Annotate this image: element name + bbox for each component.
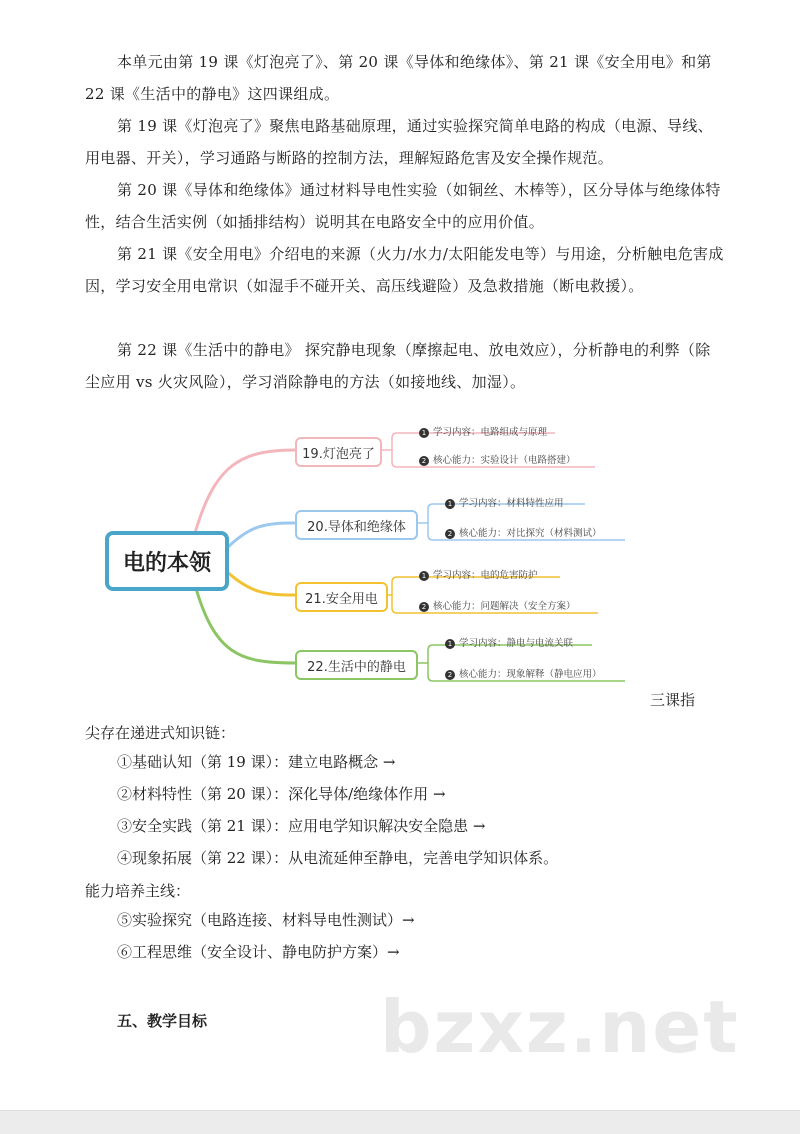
number-2-icon: 2: [445, 670, 455, 680]
section-heading: 五、教学目标: [117, 1012, 208, 1030]
branch-node-22: 22.生活中的静电: [295, 650, 418, 680]
paragraph-lesson-19: 第 19 课《灯泡亮了》聚焦电路基础原理，通过实验探究简单电路的构成（电源、导线、用电器、开关），学习通路与断路的控制方法，理解短路危害及安全操作规范。: [85, 117, 713, 167]
chain-item-1: ①基础认知（第 19 课）：建立电路概念 →: [117, 753, 396, 771]
number-1-icon: 1: [419, 571, 429, 581]
branch-21-item-2: [419, 598, 576, 612]
leaf-text: 学习内容：材料特性应用: [459, 498, 564, 509]
branch-20-item-2: [445, 525, 602, 539]
leaf-text: 核心能力：问题解决（安全方案）: [433, 601, 576, 612]
leaf-text: 学习内容：静电与电流关联: [459, 638, 574, 649]
ability-item-5: ⑤实验探究（电路连接、材料导电性测试）→: [117, 911, 415, 929]
number-1-icon: 1: [445, 499, 455, 509]
chain-item-4: ④现象拓展（第 22 课）：从电流延伸至静电，完善电学知识体系。: [117, 849, 559, 867]
chain-item-3: ③安全实践（第 21 课）：应用电学知识解决安全隐患 →: [117, 817, 486, 835]
knowledge-chain-intro: 尖存在递进式知识链：: [85, 724, 236, 742]
number-2-icon: 2: [445, 529, 455, 539]
leaf-text: 核心能力：实验设计（电路搭建）: [433, 455, 576, 466]
branch-node-19: 19.灯泡亮了: [295, 437, 382, 467]
branch-19-item-1: [419, 424, 547, 438]
leaf-text: 核心能力：对比探究（材料测试）: [459, 528, 602, 539]
text-after-map: 三课指: [650, 691, 696, 709]
leaf-text: 学习内容：电路组成与原理: [433, 427, 548, 438]
paragraph-lesson-22: 第 22 课《生活中的静电》 探究静电现象（摩擦起电、放电效应），分析静电的利弊（除尘应用 vs 火灾风险），学习消除静电的方法（如接地线、加湿）。: [85, 341, 711, 391]
branch-19-item-2: [419, 452, 576, 466]
ability-title: 能力培养主线：: [85, 882, 191, 900]
watermark: bzxz.net: [380, 985, 740, 1069]
number-1-icon: 1: [445, 639, 455, 649]
paragraph-lesson-21: 第 21 课《安全用电》介绍电的来源（火力/水力/太阳能发电等）与用途，分析触电危害成因，学习安全用电常识（如湿手不碰开关、高压线避险）及急救措施（断电救援）。: [85, 245, 724, 295]
paragraph-lesson-20: 第 20 课《导体和绝缘体》通过材料导电性实验（如铜丝、木棒等），区分导体与绝缘体特性，结合生活实例（如插排结构）说明其在电路安全中的应用价值。: [85, 181, 721, 231]
leaf-text: 学习内容：电的危害防护: [433, 570, 538, 581]
branch-node-20: 20.导体和绝缘体: [295, 510, 418, 540]
mind-map: [0, 405, 800, 690]
mind-map-center-node: 电的本领: [105, 531, 229, 591]
branch-21-item-1: [419, 567, 538, 581]
page-bottom-bar: [0, 1110, 800, 1134]
number-2-icon: 2: [419, 456, 429, 466]
chain-item-2: ②材料特性（第 20 课）：深化导体/绝缘体作用 →: [117, 785, 446, 803]
branch-node-21: 21.安全用电: [295, 582, 388, 612]
branch-22-item-1: [445, 635, 573, 649]
number-1-icon: 1: [419, 428, 429, 438]
number-2-icon: 2: [419, 602, 429, 612]
branch-20-item-1: [445, 495, 564, 509]
paragraph-intro: 本单元由第 19 课《灯泡亮了》、第 20 课《导体和绝缘体》、第 21 课《安全用电》和第 22 课《生活中的静电》这四课组成。: [85, 53, 712, 103]
ability-item-6: ⑥工程思维（安全设计、静电防护方案）→: [117, 943, 400, 961]
leaf-text: 核心能力：现象解释（静电应用）: [459, 669, 602, 680]
branch-22-item-2: [445, 666, 602, 680]
